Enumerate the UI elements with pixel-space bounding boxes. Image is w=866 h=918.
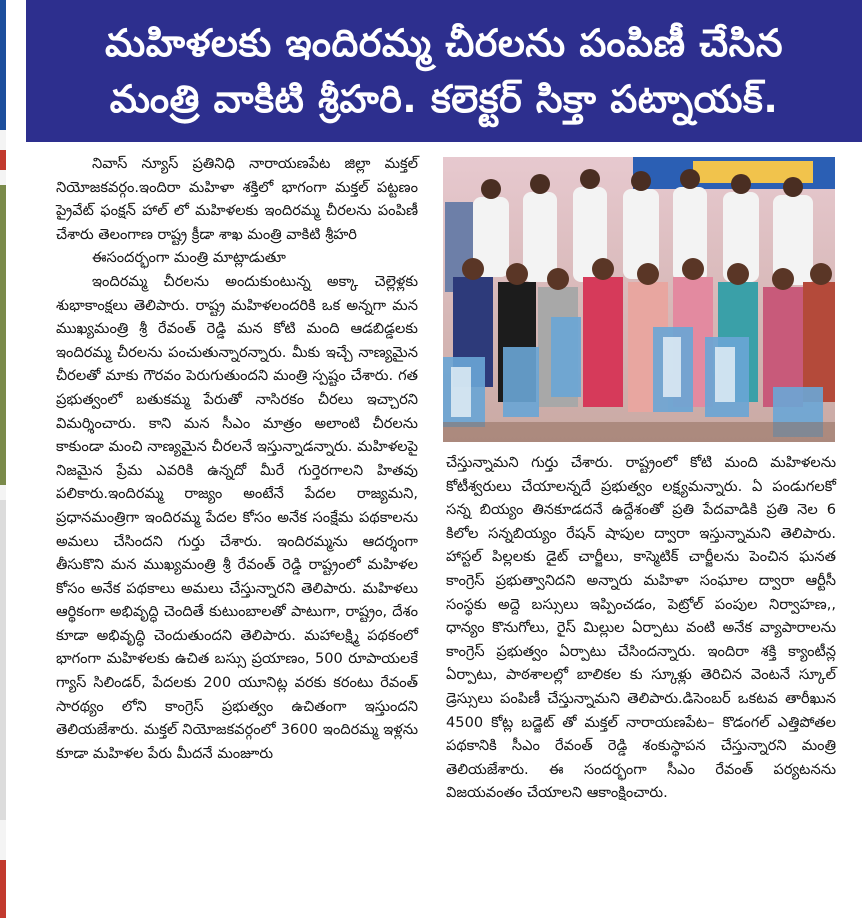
headline-line-1: మహిళలకు ఇందిరమ్మ చీరలను పంపిణీ చేసిన <box>104 21 783 65</box>
article-speaking: ఈసందర్భంగా మంత్రి మాట్లాడుతూ <box>92 249 286 267</box>
photo-illustration <box>443 157 835 442</box>
article-body-left: ఇందిరమ్మ చీరలను అందుకుంటున్న అక్కా చెల్లెళ్లకు శుభాకాంక్షలు తెలిపారు. రాష్ట్ర మహిళలందరికి ఒక అన్నగా మన ముఖ్యమంత్రి శ్రీ రేవంత్ రెడ్డి మన కోటి మంది ఆడబిడ్డలకు ఇందిరమ్మ చీరలను పంచుతున్నారన్నారు. మీకు ఇచ్చే నాణ్యమైన చీరలతో మాకు గౌరవం పెరుగుతుందని మంత్రి స్పష్టం చేశారు. గత ప్రభుత్వంలో బతుకమ్మ పేరుతో నాసిరకం చీరలు ఇచ్చారని విమర్శించారు. కాని మన సీఎం మాత్రం అలాంటి చీరలను కాకుండా మంచి నాణ్యమైన చీరలనే ఇస్తున్నాడన్నారు. మహిళలపై నిజమైన ప్రేమ ఎవరికి ఉన్నదో మీరే గుర్తెరగాలని హితవు పలికారు.ఇందిరమ్మ రాజ్యం అంటేనే పేదల రాజ్యమని, ప్రధానమంత్రిగా ఇందిరమ్మ పేదల కోసం అనేక సంక్షేమ పథకాలను అమలు చేసిందని గుర్తు చేశారు. ఇందిరమ్మను ఆదర్శంగా తీసుకొని మన ముఖ్యమంత్రి శ్రీ రేవంత్ రెడ్డి రాష్ట్రంలో మహిళల కోసం అనేక పథకాలు అమలు చేస్తున్నారని తెలిపారు. మహిళలు ఆర్థికంగా అభివృద్ధి చెందితే కుటుంబాలతో పాటుగా, రాష్ట్రం, దేశం కూడా అభివృద్ధి చెందుతుందని తెలిపారు. మహాలక్ష్మి పథకంలో భాగంగా మహిళలకు ఉచిత బస్సు ప్రయాణం, 500 రూపాయలకే గ్యాస్ సిలిండర్, పేదలకు 200 యూనిట్ల వరకు కరంటు రేవంత్ సారథ్యం లోని కాంగ్రెస్ ప్రభుత్వం ఉచితంగా ఇస్తుందని తెలియజేశారు. మక్తల్ నియోజకవర్గంలో 3600 ఇందిరమ్మ ఇళ్లను కూడా మహిళల పేరు మీదనే మంజూరు <box>56 272 418 762</box>
article-column-right <box>446 451 836 805</box>
headline-line-2: మంత్రి వాకిటి శ్రీహరి. కలెక్టర్ సిక్తా పట్నాయక్. <box>109 77 779 121</box>
event-photo <box>443 157 835 442</box>
article-body-right: చేస్తున్నామని గుర్తు చేశారు. రాష్ట్రంలో కోటి మంది మహిళలను కోటీశ్వరులు చేయాలన్నదే ప్రభుత్వం లక్ష్యమన్నారు. ఏ పండుగలకో సన్న బియ్యం తినకూడదనే ఉద్దేశంతో ప్రతి పేదవాడికి ప్రతి నెల 6 కిలోల సన్నబియ్యం రేషన్ షాపుల ద్వారా ఇస్తున్నామని తెలిపారు. హాస్టల్ పిల్లలకు డైట్ చార్జీలు, కాస్మెటిక్ చార్జీలను పెంచిన ఘనత కాంగ్రెస్ ప్రభుత్వానిదని అన్నారు మహిళా సంఘాల ద్వారా ఆర్టీసీ సంస్థకు అద్దె బస్సులు ఇప్పించడం, పెట్రోల్ పంపుల నిర్వాహణ,, ధాన్యం కొనుగోలు, రైస్ మిల్లుల ఏర్పాటు వంటి అనేక వ్యాపారాలను కాంగ్రెస్ ప్రభుత్వం ఏర్పాటు చేసిందన్నారు. ఇందిరా శక్తి క్యాంటీన్ల ఏర్పాటు, పాఠశాలల్లో బాలికల కు స్కూళ్లు తెరిచిన వెంటనే స్కూల్ డ్రెస్సులు పంపిణీ చేస్తున్నామని తెలిపారు.డిసెంబర్ ఒకటవ తారీఖున 4500 కోట్ల బడ్జెట్ తో మక్తల్ నారాయణపేట– కొడంగల్ ఎత్తిపోతల పథకానికి సీఎం రేవంత్ రెడ్డి శంకుస్థాపన చేస్తున్నారని మంత్రి తెలియజేశారు. ఈ సందర్భంగా సీఎం రేవంత్ పర్యటనను విజయవంతం చేయాలని ఆకాంక్షించారు. <box>446 454 836 802</box>
headline-banner <box>26 0 862 142</box>
page-edge-strip <box>0 0 6 918</box>
article-intro: నివాస్ న్యూస్ ప్రతినిధి నారాయణపేట జిల్లా మక్తల్ నియోజకవర్గం.ఇందిరా మహిళా శక్తిలో భాగంగా మక్తల్ పట్టణం ప్రైవేట్ ఫంక్షన్ హాల్ లో మహిళలకు ఇందిరమ్మ చీరలను పంపిణీ చేశారు తెలంగాణ రాష్ట్ర క్రీడా శాఖ మంత్రి వాకిటి శ్రీహరి <box>56 155 418 243</box>
article-column-left <box>56 152 418 765</box>
